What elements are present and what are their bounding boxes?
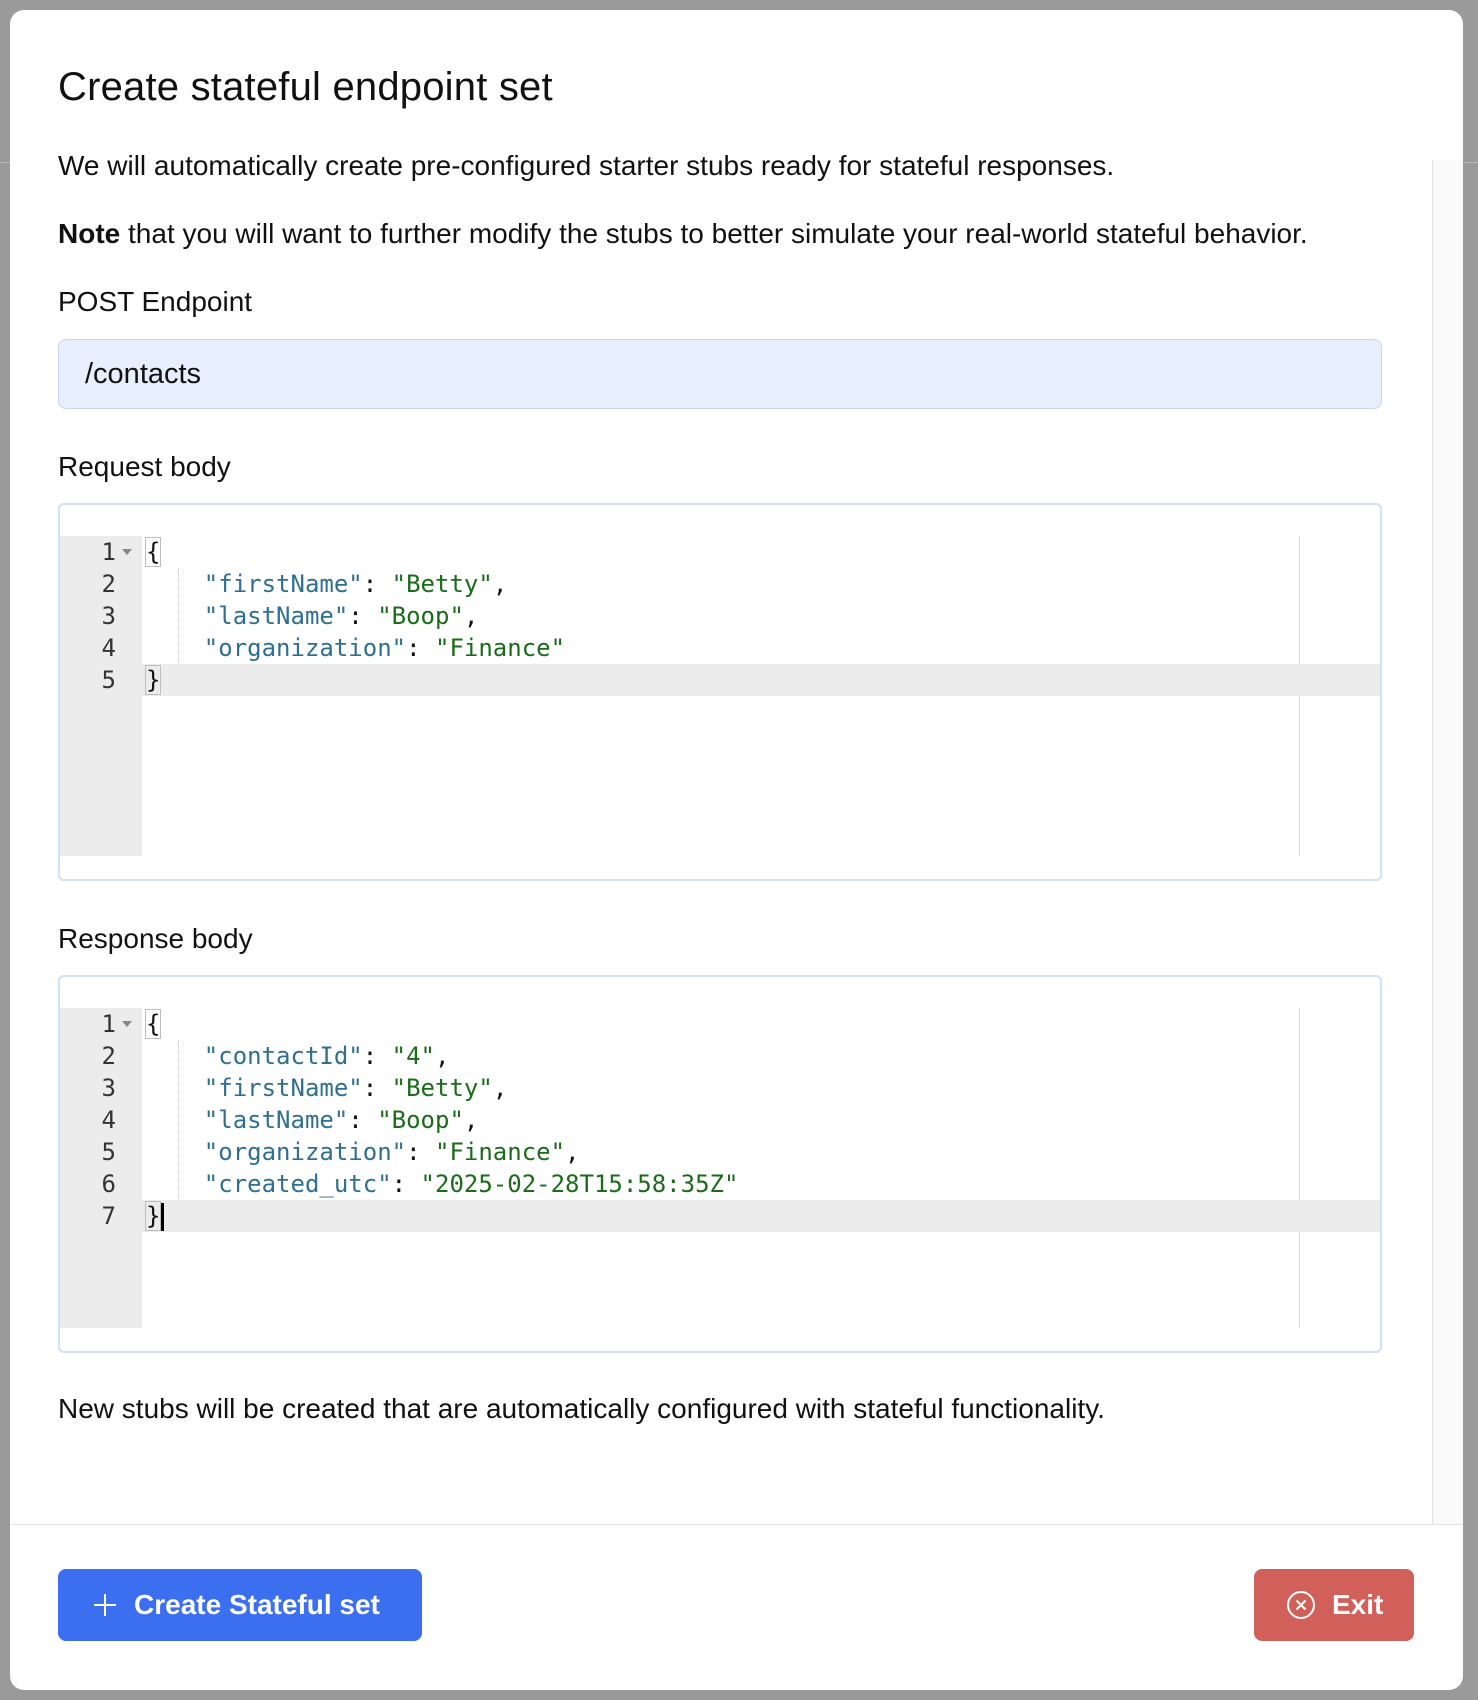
note-text bbox=[58, 218, 1308, 250]
json-key: "lastName" bbox=[203, 1106, 349, 1134]
json-bracket: { bbox=[146, 538, 161, 566]
code-text: "created_utc": "2025-02-28T15:58:35Z" bbox=[203, 1170, 739, 1198]
text-cursor bbox=[161, 1203, 164, 1231]
json-bracket: } bbox=[146, 1202, 161, 1230]
code-line[interactable] bbox=[60, 632, 1380, 664]
json-value: "4" bbox=[391, 1042, 436, 1070]
json-key: "firstName" bbox=[203, 1074, 363, 1102]
json-key: "firstName" bbox=[203, 570, 363, 598]
line-number: 4 bbox=[101, 634, 116, 662]
request-body-label: Request body bbox=[58, 451, 231, 482]
note-bold: Note bbox=[58, 218, 121, 249]
json-value: "Finance" bbox=[435, 634, 566, 662]
json-value: "Betty" bbox=[391, 1074, 493, 1102]
code-line[interactable] bbox=[60, 664, 1380, 696]
exit-button-label: Exit bbox=[1332, 1589, 1384, 1620]
code-text: "lastName": "Boop", bbox=[203, 1106, 479, 1134]
line-number: 3 bbox=[101, 1074, 116, 1102]
create-button-label: Create Stateful set bbox=[134, 1589, 380, 1620]
line-number: 5 bbox=[101, 1138, 116, 1166]
code-line[interactable] bbox=[60, 1040, 1380, 1072]
line-number: 5 bbox=[101, 666, 116, 694]
line-number: 4 bbox=[101, 1106, 116, 1134]
post-endpoint-label: POST Endpoint bbox=[58, 286, 253, 317]
request-body-editor[interactable] bbox=[58, 503, 1382, 881]
response-body-label: Response body bbox=[58, 923, 253, 954]
line-number: 1 bbox=[101, 538, 116, 566]
json-key: "organization" bbox=[203, 634, 407, 662]
plus-icon bbox=[94, 1594, 116, 1616]
post-endpoint-input[interactable] bbox=[58, 339, 1382, 409]
line-number: 1 bbox=[101, 1010, 116, 1038]
code-line[interactable] bbox=[60, 600, 1380, 632]
fold-toggle-icon[interactable] bbox=[122, 1021, 132, 1027]
code-text: "contactId": "4", bbox=[203, 1042, 450, 1070]
code-text: "firstName": "Betty", bbox=[203, 1074, 508, 1102]
fold-toggle-icon[interactable] bbox=[122, 549, 132, 555]
note-rest: that you will want to further modify the stubs to better simulate your real-world stateful behavior. bbox=[120, 218, 1308, 249]
json-value: "Boop" bbox=[377, 1106, 464, 1134]
code-line[interactable] bbox=[60, 536, 1380, 568]
json-bracket: { bbox=[146, 1010, 161, 1038]
json-key: "lastName" bbox=[203, 602, 349, 630]
json-key: "contactId" bbox=[203, 1042, 363, 1070]
line-number: 2 bbox=[101, 1042, 116, 1070]
json-key: "created_utc" bbox=[203, 1170, 392, 1198]
create-stateful-set-dialog bbox=[10, 10, 1463, 1690]
json-value: "Finance" bbox=[435, 1138, 566, 1166]
footer-info-text: New stubs will be created that are automatically configured with stateful functionality. bbox=[58, 1393, 1105, 1424]
code-line[interactable] bbox=[60, 1104, 1380, 1136]
code-line[interactable] bbox=[60, 1072, 1380, 1104]
code-text bbox=[146, 536, 160, 568]
dialog-title: Create stateful endpoint set bbox=[58, 65, 553, 109]
json-value: "Betty" bbox=[391, 570, 493, 598]
code-line[interactable] bbox=[60, 1168, 1380, 1200]
line-number: 6 bbox=[101, 1170, 116, 1198]
json-key: "organization" bbox=[203, 1138, 407, 1166]
line-number: 7 bbox=[101, 1202, 116, 1230]
exit-button[interactable] bbox=[1254, 1569, 1414, 1641]
json-value: "2025-02-28T15:58:35Z" bbox=[420, 1170, 739, 1198]
create-stateful-set-button[interactable] bbox=[58, 1569, 422, 1641]
code-text bbox=[146, 1008, 160, 1040]
code-text: "firstName": "Betty", bbox=[203, 570, 508, 598]
dialog-scrollbar[interactable] bbox=[1433, 160, 1463, 1524]
json-bracket: } bbox=[146, 666, 161, 694]
code-text: "organization": "Finance", bbox=[203, 1138, 580, 1166]
code-text bbox=[146, 664, 160, 696]
indent-guide bbox=[178, 568, 179, 664]
code-line[interactable] bbox=[60, 1136, 1380, 1168]
footer-divider bbox=[10, 1524, 1463, 1525]
response-body-editor[interactable] bbox=[58, 975, 1382, 1353]
x-circle-icon bbox=[1286, 1590, 1316, 1620]
request-body-code[interactable] bbox=[60, 536, 1380, 856]
code-line[interactable] bbox=[60, 1200, 1380, 1232]
code-text: "lastName": "Boop", bbox=[203, 602, 479, 630]
line-number: 2 bbox=[101, 570, 116, 598]
json-value: "Boop" bbox=[377, 602, 464, 630]
line-number: 3 bbox=[101, 602, 116, 630]
code-line[interactable] bbox=[60, 568, 1380, 600]
code-text: "organization": "Finance" bbox=[203, 634, 566, 662]
code-text bbox=[146, 1200, 164, 1232]
indent-guide bbox=[178, 1040, 179, 1200]
code-line[interactable] bbox=[60, 1008, 1380, 1040]
response-body-code[interactable] bbox=[60, 1008, 1380, 1328]
intro-text: We will automatically create pre-configured starter stubs ready for stateful responses. bbox=[58, 150, 1115, 181]
